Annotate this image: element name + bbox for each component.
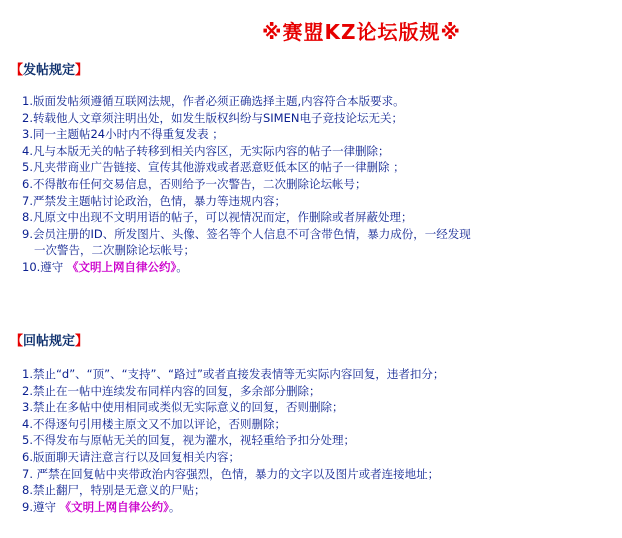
reply-rules-heading	[10, 333, 88, 351]
posting-rule-9-line-1: 9.会员注册的ID、所发图片、头像、签名等个人信息不可含带色情，暴力成份，一经发现	[22, 226, 471, 241]
reply-rule-2: 2.禁止在一帖中连续发布同样内容的回复，多余部分删除；	[22, 383, 321, 398]
civility-pledge-link[interactable]: 《文明上网自律公约》	[66, 259, 177, 274]
reply-rule-9-suffix: 。	[168, 499, 181, 514]
heading-bracket-open: 【	[10, 334, 24, 349]
posting-rule-8: 8.凡原文中出现不文明用语的帖子，可以视情况而定，作删除或者屏蔽处理；	[22, 210, 413, 225]
reply-rule-1: 1.禁止“d”、“顶”、“支持”、“路过”或者直接发表情等无实际内容回复，违者扣分；	[22, 367, 445, 381]
posting-rule-10-prefix: 10.遵守	[22, 259, 67, 274]
civility-pledge-link[interactable]: 《文明上网自律公约》	[59, 499, 169, 514]
reply-rule-4: 4.不得逐句引用楼主原文又不加以评论，否则删除；	[22, 416, 286, 431]
reply-rules-list	[22, 366, 612, 515]
posting-rules-list	[22, 93, 612, 276]
posting-rule-10	[22, 259, 612, 276]
posting-rule-2: 2.转载他人文章须注明出处，如发生版权纠纷与SIMEN电子竞技论坛无关；	[22, 110, 403, 125]
reply-rule-9-prefix: 9.遵守	[22, 499, 60, 514]
reply-rule-3: 3.禁止在多帖中使用相同或类似无实际意义的回复，否则删除；	[22, 400, 344, 415]
posting-rule-7: 7.严禁发主题帖讨论政治，色情，暴力等违规内容；	[22, 193, 286, 208]
reply-rule-6: 6.版面聊天请注意言行以及回复相关内容；	[22, 449, 240, 464]
heading-bracket-close: 】	[75, 63, 89, 78]
reply-rule-8: 8.禁止翻尸，特别是无意义的尸贴；	[22, 483, 206, 498]
posting-rules-heading	[10, 62, 88, 80]
reply-rule-9	[22, 499, 612, 516]
posting-rule-9	[22, 226, 612, 259]
posting-rule-10-suffix: 。	[176, 259, 188, 274]
posting-rule-3: 3.同一主题帖24小时内不得重复发表 ；	[22, 127, 224, 142]
reply-rule-7: 7. 严禁在回复帖中夹带政治内容强烈，色情，暴力的文字以及图片或者连接地址；	[22, 466, 440, 481]
posting-rule-5: 5.凡夹带商业广告链接、宣传其他游戏或者恶意贬低本区的帖子一律删除 ；	[22, 160, 405, 175]
reply-rule-5: 5.不得发布与原帖无关的回复，视为灌水，视轻重给予扣分处理；	[22, 433, 355, 448]
heading-bracket-close: 】	[75, 334, 89, 349]
heading-label: 回帖规定	[23, 334, 76, 349]
heading-label: 发帖规定	[23, 63, 76, 78]
posting-rule-9-line-2: 一次警告，二次删除论坛帐号；	[34, 243, 195, 258]
page-title: ※赛盟KZ论坛版规※	[262, 20, 461, 44]
posting-rule-4: 4.凡与本版无关的帖子转移到相关内容区，无实际内容的帖子一律删除；	[22, 143, 390, 158]
posting-rule-6: 6.不得散布任何交易信息，否则给予一次警告，二次删除论坛帐号；	[22, 176, 367, 191]
posting-rule-1: 1.版面发帖须遵循互联网法规，作者必须正确选择主题,内容符合本版要求。	[22, 94, 405, 108]
heading-bracket-open: 【	[10, 63, 24, 78]
